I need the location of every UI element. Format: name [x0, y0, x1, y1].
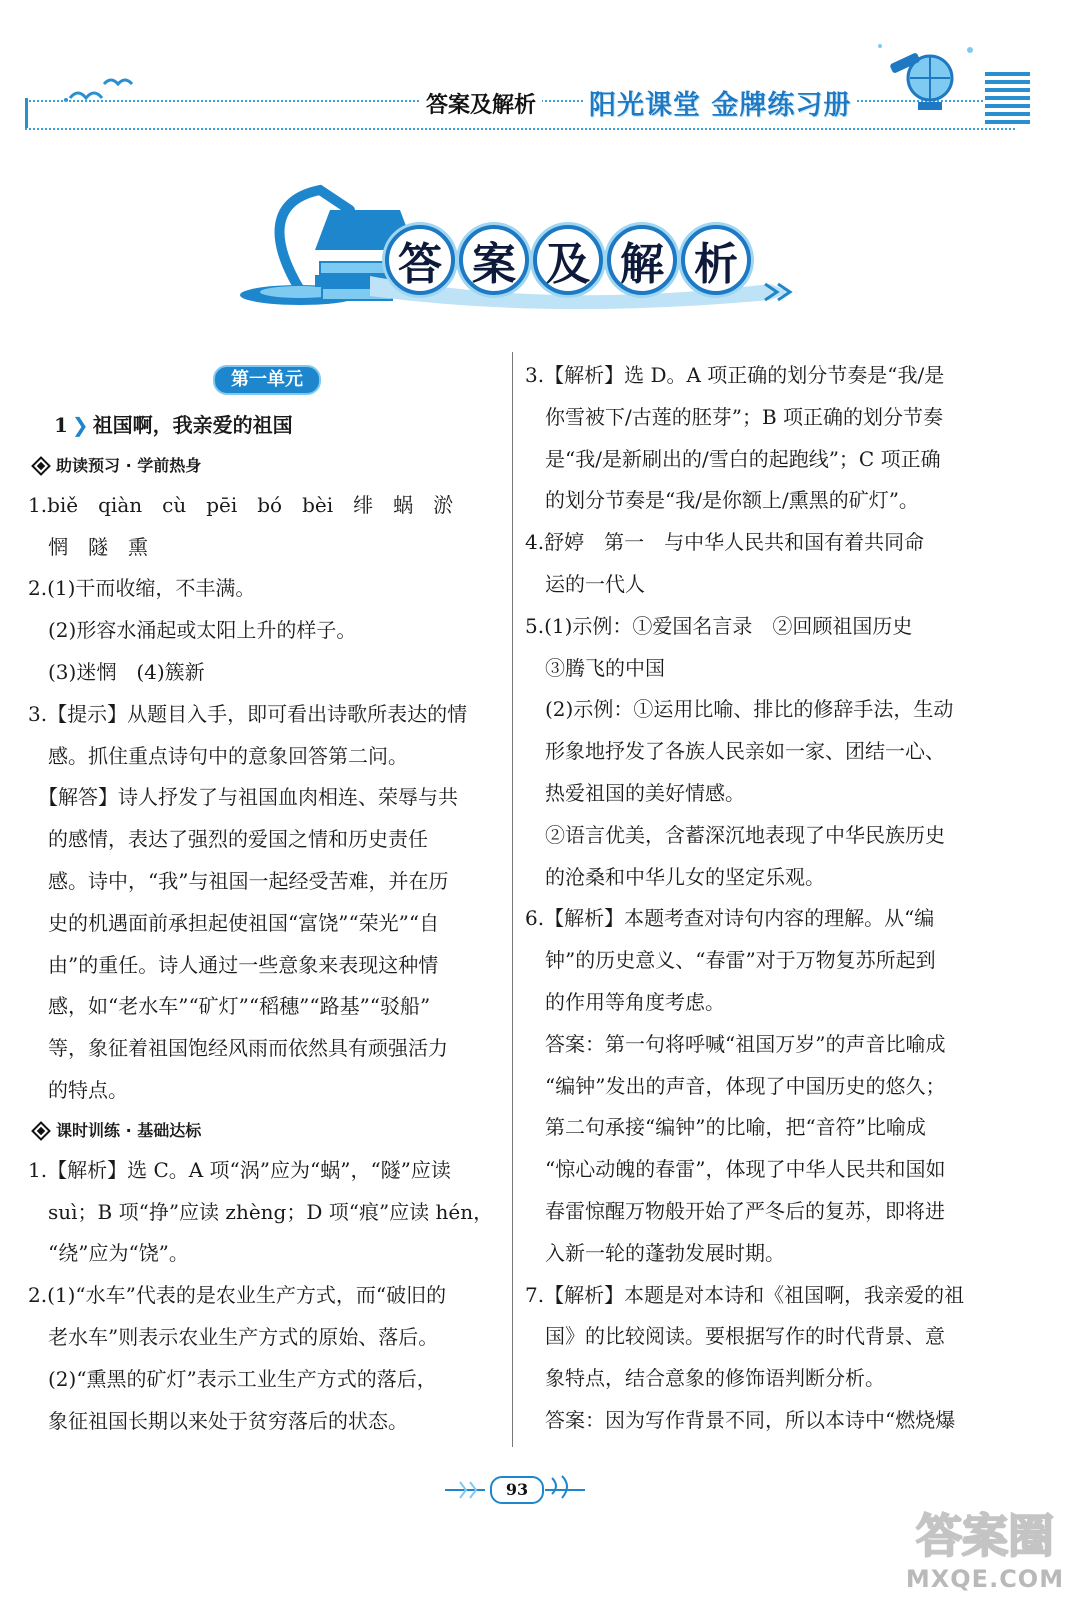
watermark-text: MXQE.COM	[905, 1565, 1065, 1593]
globe-telescope-icon	[870, 38, 980, 118]
text-line: 答案：因为写作背景不同，所以本诗中“燃烧爆	[525, 1407, 956, 1432]
text-line: 5.(1)示例：①爱国名言录 ②回顾祖国历史	[525, 613, 913, 638]
text-line: 感。抓住重点诗句中的意象回答第二问。	[28, 743, 408, 768]
chevron-right-icon: ❯	[71, 413, 89, 437]
right-column	[525, 355, 1000, 1442]
text-line: (3)迷惘 (4)簇新	[28, 659, 205, 684]
text-line: 象征祖国长期以来处于贫穷落后的状态。	[28, 1408, 408, 1433]
unit-heading	[28, 355, 506, 405]
page-header	[0, 0, 1075, 150]
unit-title: 第一单元	[213, 365, 321, 395]
text-line: 你雪被下/古莲的胚芽”；B 项正确的划分节奏	[525, 404, 944, 429]
banner-char: 案	[459, 225, 529, 295]
text-line: 3.【提示】从题目入手，即可看出诗歌所表达的情	[28, 701, 468, 726]
text-line: 的特点。	[28, 1077, 128, 1102]
lesson-number: 1	[54, 413, 68, 437]
header-section-label: 答案及解析	[420, 88, 542, 119]
column-divider	[512, 352, 513, 1447]
text-line: ③腾飞的中国	[525, 655, 665, 680]
left-column	[28, 355, 506, 1442]
text-line: “编钟”发出的声音，体现了中国历史的悠久；	[525, 1073, 946, 1098]
text-line: 由”的重任。诗人通过一些意象来表现这种情	[28, 952, 439, 977]
banner-char: 解	[607, 225, 677, 295]
text-line: 第二句承接“编钟”的比喻，把“音符”比喻成	[525, 1115, 926, 1140]
text-line: 钟”的历史意义、“春雷”对于万物复苏所起到	[525, 948, 936, 973]
text-line: 国》的比较阅读。要根据写作的时代背景、意	[525, 1324, 945, 1349]
text-line: 的沧桑和中华儿女的坚定乐观。	[525, 864, 825, 889]
text-line: suì；B 项“挣”应读 zhèng；D 项“痕”应读 hén，	[28, 1199, 494, 1224]
text-line: 运的一代人	[525, 571, 645, 596]
text-line: 春雷惊醒万物般开始了严冬后的复苏，即将进	[525, 1198, 945, 1223]
text-line: 的感情，表达了强烈的爱国之情和历史责任	[28, 827, 428, 852]
text-line: 1.【解析】选 C。A 项“涡”应为“蜗”，“隧”应读	[28, 1157, 451, 1182]
text-line: 老水车”则表示农业生产方式的原始、落后。	[28, 1324, 439, 1349]
lesson-heading	[28, 405, 506, 447]
header-brand: 阳光课堂 金牌练习册	[585, 83, 855, 122]
text-line: 感，如“老水车”“矿灯”“稻穗”“路基”“驳船”	[28, 994, 431, 1019]
text-line: 感。诗中，“我”与祖国一起经受苦难，并在历	[28, 868, 449, 893]
text-line: 1.biě qiàn cù pēi bó bèi 绯 蜗 淤	[28, 492, 454, 517]
text-line: “绕”应为“饶”。	[28, 1241, 189, 1266]
text-line: 7.【解析】本题是对本诗和《祖国啊，我亲爱的祖	[525, 1282, 965, 1307]
banner-char: 及	[533, 225, 603, 295]
section-title: 课时训练 · 基础达标	[56, 1120, 202, 1140]
text-line: 象特点，结合意象的修饰语判断分析。	[525, 1366, 885, 1391]
banner-title	[385, 225, 751, 295]
text-line: 入新一轮的蓬勃发展时期。	[525, 1240, 785, 1265]
text-line: 6.【解析】本题考查对诗句内容的理解。从“编	[525, 906, 935, 931]
text-line: (2)形容水涌起或太阳上升的样子。	[28, 618, 357, 643]
text-line: “惊心动魄的春雷”，体现了中华人民共和国如	[525, 1157, 946, 1182]
text-line: ②语言优美，含蓄深沉地表现了中华民族历史	[525, 822, 945, 847]
diamond-bullet-icon	[31, 456, 51, 476]
banner-char: 析	[681, 225, 751, 295]
text-line: (2)示例：①运用比喻、排比的修辞手法，生动	[525, 697, 954, 722]
text-line: 2.(1)干而收缩，不丰满。	[28, 576, 256, 601]
text-line: 的划分节奏是“我/是你额上/熏黑的矿灯”。	[525, 488, 919, 513]
diamond-bullet-icon	[31, 1121, 51, 1141]
page-number: 93	[490, 1476, 544, 1504]
text-line: 【解答】诗人抒发了与祖国血肉相连、荣辱与共	[28, 785, 458, 810]
text-line: 是“我/是新刷出的/雪白的起跑线”；C 项正确	[525, 446, 941, 471]
text-line: 4.舒婷 第一 与中华人民共和国有着共同命	[525, 530, 925, 555]
text-line: 等，象征着祖国饱经风雨而依然具有顽强活力	[28, 1036, 448, 1061]
text-line: 3.【解析】选 D。A 项正确的划分节奏是“我/是	[525, 363, 945, 387]
banner-char: 答	[385, 225, 455, 295]
section-title: 助读预习 · 学前热身	[56, 455, 202, 475]
text-line: 惘 隧 熏	[28, 534, 148, 559]
lesson-title: 祖国啊，我亲爱的祖国	[92, 413, 293, 437]
header-left-mark	[25, 98, 42, 128]
text-line: (2)“熏黑的矿灯”表示工业生产方式的落后，	[28, 1366, 437, 1391]
header-stripes	[985, 72, 1030, 128]
section-heading	[28, 1112, 506, 1150]
text-line: 的作用等角度考虑。	[525, 989, 725, 1014]
text-line: 2.(1)“水车”代表的是农业生产方式，而“破旧的	[28, 1283, 447, 1308]
text-line: 热爱祖国的美好情感。	[525, 780, 745, 805]
text-line: 答案：第一句将呼喊“祖国万岁”的声音比喻成	[525, 1031, 946, 1056]
text-line: 形象地抒发了各族人民亲如一家、团结一心、	[525, 739, 945, 764]
text-line: 史的机遇面前承担起使祖国“富饶”“荣光”“自	[28, 910, 440, 935]
watermark-logo-text: 答案圈	[916, 1509, 1054, 1563]
section-heading	[28, 447, 506, 485]
